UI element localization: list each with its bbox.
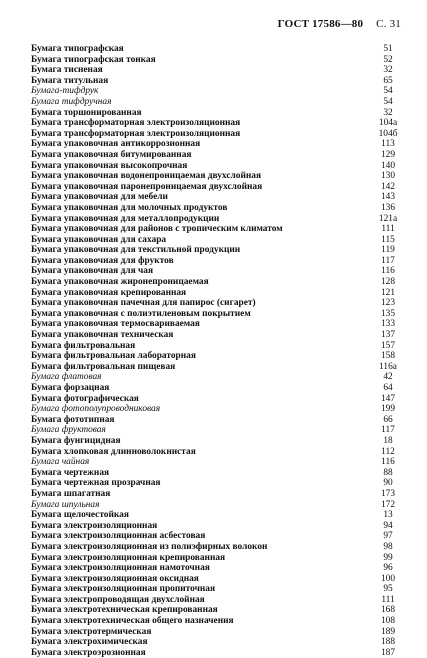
entry-term: Бумага фильтровальная лабораторная xyxy=(31,351,196,362)
page-header xyxy=(278,18,401,30)
entry-page-ref: 13 xyxy=(383,510,393,521)
index-entry xyxy=(31,425,403,436)
entry-page-ref: 115 xyxy=(381,234,395,245)
entry-page-ref: 123 xyxy=(380,298,396,309)
index-entry xyxy=(31,161,403,172)
entry-page-ref: 97 xyxy=(383,531,393,542)
entry-page-ref: 32 xyxy=(383,65,393,76)
entry-term: Бумага упаковочная для мебели xyxy=(31,192,168,203)
index-entry xyxy=(31,648,403,658)
entry-term: Бумага шпульная xyxy=(31,499,100,510)
entry-term: Бумага фотополупроводниковая xyxy=(31,404,161,415)
index-entry xyxy=(31,309,403,320)
entry-page-ref: 119 xyxy=(381,245,395,256)
entry-term: Бумага упаковочная антикоррозионная xyxy=(31,139,201,150)
entry-term: Бумага упаковочная для текстильной продукции xyxy=(31,245,241,256)
entry-page-ref: 111 xyxy=(381,594,395,605)
entry-page-ref: 94 xyxy=(383,520,393,531)
entry-term: Бумага электропроводящая двухслойная xyxy=(31,594,205,605)
entry-term: Бумага фототипная xyxy=(31,414,115,425)
entry-term: Бумага фунгицидная xyxy=(31,435,121,446)
entry-page-ref: 135 xyxy=(380,308,396,319)
index-entry xyxy=(31,584,403,595)
index-entry xyxy=(31,65,403,76)
entry-page-ref: 199 xyxy=(380,404,396,415)
entry-page-ref: 130 xyxy=(380,171,396,182)
entry-term: Бумага электрохимическая xyxy=(31,637,148,648)
entry-page-ref: 113 xyxy=(381,139,395,150)
index-entry xyxy=(31,637,403,648)
entry-page-ref: 51 xyxy=(383,44,393,54)
entry-page-ref: 128 xyxy=(380,277,396,288)
index-entry xyxy=(31,235,403,246)
entry-term: Бумага электроизоляционная из полиэфирных волокон xyxy=(31,541,268,552)
entry-page-ref: 66 xyxy=(383,414,393,425)
index-entry xyxy=(31,266,403,277)
entry-page-ref: 32 xyxy=(383,107,393,118)
index-entry xyxy=(31,44,403,55)
entry-page-ref: 18 xyxy=(383,435,393,446)
index-entry xyxy=(31,319,403,330)
entry-page-ref: 129 xyxy=(380,149,396,160)
entry-term: Бумага упаковочная с полиэтиленовым покрытием xyxy=(31,308,251,319)
entry-page-ref: 137 xyxy=(380,330,396,341)
entry-page-ref: 172 xyxy=(380,499,396,510)
index-entry xyxy=(31,245,403,256)
entry-term: Бумага форзацная xyxy=(31,383,110,393)
index-entry xyxy=(31,574,403,585)
index-entry xyxy=(31,150,403,161)
entry-term: Бумага упаковочная пачечная для папирос (сигарет) xyxy=(31,298,256,309)
entry-term: Бумага тифдручная xyxy=(31,96,112,107)
entry-page-ref: 90 xyxy=(383,478,393,489)
entry-page-ref: 104б xyxy=(378,128,398,139)
entry-page-ref: 98 xyxy=(383,541,393,552)
entry-page-ref: 116а xyxy=(379,361,397,372)
index-entry xyxy=(31,192,403,203)
entry-term: Бумага упаковочная битумированная xyxy=(31,149,192,160)
index-entry xyxy=(31,616,403,627)
entry-page-ref: 142 xyxy=(380,181,396,192)
entry-page-ref: 140 xyxy=(380,160,396,171)
entry-term: Бумага фруктовая xyxy=(31,425,106,436)
entry-page-ref: 99 xyxy=(383,552,393,563)
entry-term: Бумага чертежная xyxy=(31,467,110,478)
index-entry xyxy=(31,521,403,532)
entry-term: Бумага флатовая xyxy=(31,372,102,383)
index-entry xyxy=(31,118,403,129)
index-entry xyxy=(31,489,403,500)
index-entry xyxy=(31,277,403,288)
entry-page-ref: 158 xyxy=(380,351,396,362)
entry-page-ref: 188 xyxy=(380,637,396,648)
index-entry xyxy=(31,457,403,468)
entry-term: Бумага упаковочная термосвариваемая xyxy=(31,319,200,330)
entry-page-ref: 121а xyxy=(378,213,398,224)
index-entry xyxy=(31,478,403,489)
index-entry xyxy=(31,214,403,225)
entry-page-ref: 108 xyxy=(380,616,396,627)
entry-term: Бумага упаковочная водонепроницаемая двухслойная xyxy=(31,171,262,182)
index-entry xyxy=(31,595,403,606)
entry-term: Бумага упаковочная паронепроницаемая двухслойная xyxy=(31,181,263,192)
index-entry xyxy=(31,447,403,458)
entry-term: Бумага хлопковая длинноволокнистая xyxy=(31,446,196,457)
entry-term: Бумага щелочестойкая xyxy=(31,510,129,521)
entry-page-ref: 54 xyxy=(383,96,393,107)
index-entry xyxy=(31,108,403,119)
index-entry xyxy=(31,86,403,97)
index-entry xyxy=(31,288,403,299)
index-entry xyxy=(31,351,403,362)
index-entry xyxy=(31,605,403,616)
entry-page-ref: 117 xyxy=(381,425,395,436)
entry-page-ref: 42 xyxy=(383,372,393,383)
page-number: С. 31 xyxy=(376,18,401,30)
entry-term: Бумага чайная xyxy=(31,457,90,468)
entry-page-ref: 147 xyxy=(380,393,396,404)
index-entry xyxy=(31,171,403,182)
index-entry xyxy=(31,404,403,415)
entry-page-ref: 64 xyxy=(383,383,393,393)
entry-page-ref: 52 xyxy=(383,54,393,65)
term-index-list xyxy=(31,44,403,658)
index-entry xyxy=(31,500,403,511)
entry-term: Бумага электроэрозионная xyxy=(31,647,146,658)
index-entry xyxy=(31,563,403,574)
index-entry xyxy=(31,139,403,150)
index-entry xyxy=(31,55,403,66)
entry-term: Бумага типографская тонкая xyxy=(31,54,156,65)
index-entry xyxy=(31,182,403,193)
entry-term: Бумага упаковочная для районов с тропическим климатом xyxy=(31,224,283,235)
entry-term: Бумага упаковочная для чая xyxy=(31,266,154,277)
entry-page-ref: 187 xyxy=(380,647,396,658)
entry-term: Бумага электроизоляционная xyxy=(31,520,158,531)
entry-term: Бумага упаковочная крепированная xyxy=(31,287,187,298)
index-entry xyxy=(31,394,403,405)
index-entry xyxy=(31,129,403,140)
index-entry xyxy=(31,383,403,394)
entry-term: Бумага тисненая xyxy=(31,65,103,76)
standard-number: ГОСТ 17586—80 xyxy=(277,18,364,30)
entry-term: Бумага упаковочная жиронепроницаемая xyxy=(31,277,209,288)
entry-term: Бумага упаковочная для сахара xyxy=(31,234,167,245)
entry-page-ref: 133 xyxy=(380,319,396,330)
entry-term: Бумага фильтровальная пищевая xyxy=(31,361,176,372)
index-entry xyxy=(31,298,403,309)
index-entry xyxy=(31,341,403,352)
entry-page-ref: 88 xyxy=(383,467,393,478)
entry-page-ref: 143 xyxy=(380,192,396,203)
entry-term: Бумага титульная xyxy=(31,75,109,86)
index-entry xyxy=(31,372,403,383)
entry-term: Бумага электроизоляционная крепированная xyxy=(31,552,226,563)
entry-page-ref: 116 xyxy=(381,266,395,277)
entry-term: Бумага чертежная прозрачная xyxy=(31,478,161,489)
entry-term: Бумага электроизоляционная намоточная xyxy=(31,563,210,574)
entry-term: Бумага упаковочная техническая xyxy=(31,330,174,341)
index-entry xyxy=(31,76,403,87)
entry-term: Бумага трансформаторная электроизоляционная xyxy=(31,118,241,129)
entry-page-ref: 168 xyxy=(380,605,396,616)
entry-page-ref: 121 xyxy=(380,287,396,298)
entry-page-ref: 117 xyxy=(381,255,395,266)
entry-term: Бумага упаковочная для молочных продуктов xyxy=(31,202,228,213)
entry-term: Бумага-тифдрук xyxy=(31,86,99,97)
entry-page-ref: 189 xyxy=(380,626,396,637)
entry-term: Бумага электроизоляционная пропиточная xyxy=(31,584,216,595)
index-entry xyxy=(31,256,403,267)
entry-page-ref: 111 xyxy=(381,224,395,235)
entry-page-ref: 157 xyxy=(380,340,396,351)
entry-term: Бумага трансформаторная электроизоляционная xyxy=(31,128,241,139)
entry-term: Бумага электроизоляционная асбестовая xyxy=(31,531,206,542)
entry-term: Бумага упаковочная для фруктов xyxy=(31,255,174,266)
entry-term: Бумага электроизоляционная оксидная xyxy=(31,573,199,584)
entry-term: Бумага шпагатная xyxy=(31,488,111,499)
entry-page-ref: 96 xyxy=(383,563,393,574)
index-entry xyxy=(31,553,403,564)
index-entry xyxy=(31,224,403,235)
entry-term: Бумага торшонированная xyxy=(31,107,142,118)
index-entry xyxy=(31,203,403,214)
entry-term: Бумага фотографическая xyxy=(31,393,139,404)
entry-page-ref: 104а xyxy=(378,118,398,129)
entry-term: Бумага электротехническая крепированная xyxy=(31,605,218,616)
index-entry xyxy=(31,97,403,108)
entry-term: Бумага типографская xyxy=(31,44,124,54)
index-entry xyxy=(31,362,403,373)
entry-page-ref: 112 xyxy=(381,446,395,457)
index-entry xyxy=(31,542,403,553)
entry-page-ref: 136 xyxy=(380,202,396,213)
index-entry xyxy=(31,415,403,426)
entry-page-ref: 65 xyxy=(383,75,393,86)
index-entry xyxy=(31,330,403,341)
entry-term: Бумага электротермическая xyxy=(31,626,152,637)
index-entry xyxy=(31,531,403,542)
entry-term: Бумага электротехническая общего назначения xyxy=(31,616,234,627)
entry-page-ref: 95 xyxy=(383,584,393,595)
index-entry xyxy=(31,468,403,479)
entry-page-ref: 54 xyxy=(383,86,393,97)
entry-page-ref: 173 xyxy=(380,488,396,499)
entry-term: Бумага упаковочная высокопрочная xyxy=(31,160,188,171)
entry-term: Бумага упаковочная для металлопродукции xyxy=(31,213,220,224)
entry-page-ref: 100 xyxy=(380,573,396,584)
index-entry xyxy=(31,510,403,521)
entry-page-ref: 116 xyxy=(381,457,395,468)
entry-term: Бумага фильтровальная xyxy=(31,340,136,351)
index-entry xyxy=(31,436,403,447)
